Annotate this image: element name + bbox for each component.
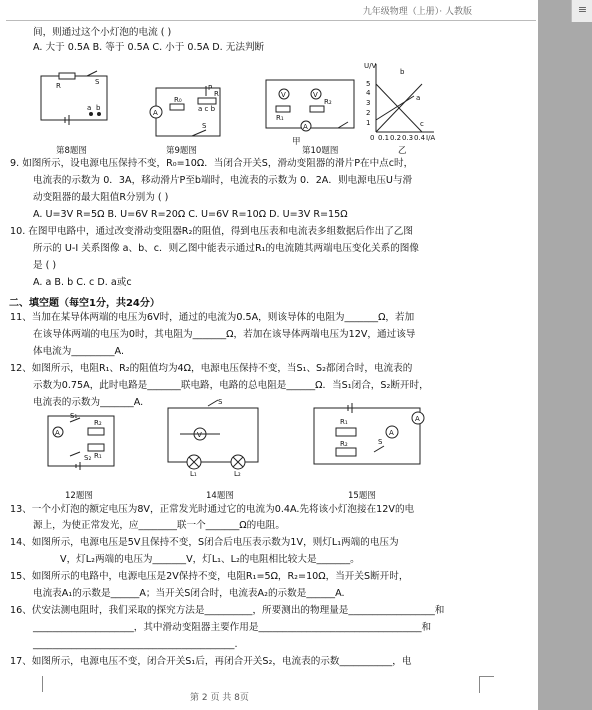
question-17-line-1: 17、如图所示，电源电压不变，闭合开关S₁后，再闭合开关S₂，电流表的示数___________，电 <box>10 656 412 667</box>
question-13-line-2: 源上，为使正常发光，应________联一个_______Ω的电阻。 <box>33 520 285 531</box>
question-12-line-2: 示数为0.75A，此时电路是_______联电路，电路的总电阻是______Ω．当S₁闭合，S₂断开时， <box>33 380 429 391</box>
graph-x-tick: 0.1 <box>378 134 390 142</box>
svg-text:R₂: R₂ <box>324 98 332 106</box>
figure-10-label-b: 乙 <box>398 146 407 156</box>
svg-text:A: A <box>303 123 308 131</box>
question-11-line-1: 11、当加在某导体两端的电压为6V时，通过的电流为0.5A，则该导体的电阻为_______Ω，若加 <box>10 312 415 323</box>
figure-8-caption: 第8题图 <box>56 146 87 156</box>
svg-text:R₀: R₀ <box>174 96 182 104</box>
svg-text:A: A <box>153 109 158 117</box>
question-16-line-3: __________________________________________. <box>33 639 238 650</box>
graph-curve-a: a <box>416 94 421 102</box>
svg-text:S₁: S₁ <box>70 412 78 420</box>
svg-text:R₁: R₁ <box>340 418 348 426</box>
svg-text:A: A <box>389 429 394 437</box>
section-heading: 二、填空题（每空1分，共24分） <box>9 298 160 309</box>
question-10-line-3: 是 ( ) <box>33 260 57 271</box>
svg-text:V: V <box>281 91 286 99</box>
graph-y-tick: 5 <box>366 80 371 88</box>
question-15-line-1: 15、如图所示的电路中，电源电压是2V保持不变，电阻R₁=5Ω，R₂=10Ω，当开关S断开时， <box>10 571 409 582</box>
question-16-line-2: _____________________，其中滑动变阻器主要作用是__________________________________和 <box>33 622 432 633</box>
svg-text:R₁: R₁ <box>94 452 102 460</box>
figure-10-caption: 第10题图 <box>302 146 339 156</box>
question-15-line-2: 电流表A₁的示数是______A；当开关S闭合时，电流表A₂的示数是______A. <box>33 588 345 599</box>
question-9-line-2: 电流表的示数为 0．3A，移动滑片P至b端时，电流表的示数为 0．2A．则电源电压U与滑 <box>33 175 413 186</box>
question-10-line-2: 所示的 U-I 关系图像 a、b、c．则乙图中能表示通过R₁的电流随其两端电压变化关系的图像 <box>33 243 419 254</box>
question-11-line-2: 在该导体两端的电压为0时，其电阻为_______Ω，若加在该导体两端电压为12V，通过该导 <box>33 329 416 340</box>
question-line: 间，则通过这个小灯泡的电流 ( ) <box>33 27 172 38</box>
question-10-options: A. a B. b C. c D. a或c <box>33 277 132 288</box>
svg-text:R₂: R₂ <box>340 440 348 448</box>
figure-14-caption: 14题图 <box>206 491 234 501</box>
page-corner-mark-right <box>479 676 494 693</box>
header-divider <box>6 20 536 21</box>
question-options: A. 大于 0.5A B. 等于 0.5A C. 小于 0.5A D. 无法判断 <box>33 42 265 53</box>
svg-text:R: R <box>214 90 219 98</box>
svg-text:A: A <box>55 429 60 437</box>
graph-origin: 0 <box>370 134 375 142</box>
graph-y-tick: 1 <box>366 119 371 127</box>
page-corner-mark-left <box>28 676 43 692</box>
question-11-line-3: 体电流为_________A. <box>33 346 124 357</box>
window-background <box>538 0 592 710</box>
svg-text:S₂: S₂ <box>84 454 92 462</box>
figure-10-label-a: 甲 <box>292 137 301 147</box>
graph-y-tick: 3 <box>366 99 371 107</box>
graph-curve-c: c <box>420 120 424 128</box>
svg-text:R: R <box>56 82 61 90</box>
svg-text:S: S <box>218 398 223 406</box>
figure-10-circuit <box>262 76 360 134</box>
svg-text:S: S <box>95 78 100 86</box>
svg-text:L₁: L₁ <box>190 470 197 478</box>
svg-text:a: a <box>87 104 92 112</box>
ruler-icon: ≡ <box>577 3 588 16</box>
figure-10-graph <box>362 60 438 144</box>
question-14-line-1: 14、如图所示，电源电压是5V且保持不变，S闭合后电压表示数为1V，则灯L₁两端的电压为 <box>10 537 399 548</box>
svg-text:S: S <box>378 438 383 446</box>
question-14-line-2: V，灯L₂两端的电压为_______V，灯L₁、L₂的电阻相比较大是_______。 <box>60 554 360 565</box>
question-9-line-1: 9. 如图所示，设电源电压保持不变，R₀=10Ω．当闭合开关S，滑动变阻器的滑片P在中点c时， <box>10 158 414 169</box>
figure-12-caption: 12题图 <box>65 491 93 501</box>
question-12-line-3: 电流表的示数为_______A. <box>33 397 144 408</box>
graph-x-tick: 0.3 <box>402 134 414 142</box>
figure-9-caption: 第9题图 <box>166 146 197 156</box>
ruler-toggle-button[interactable] <box>571 0 592 22</box>
question-13-line-1: 13、一个小灯泡的额定电压为8V，正常发光时通过它的电流为0.4A.先将该小灯泡接在12V的电 <box>10 504 415 515</box>
graph-x-tick: 0.4 <box>414 134 426 142</box>
svg-text:A: A <box>415 415 420 423</box>
svg-text:R₂: R₂ <box>94 419 102 427</box>
graph-y-label: U/V <box>364 62 377 70</box>
question-16-line-1: 16、伏安法测电阻时，我们采取的探究方法是__________，所要测出的物理量是__________________和 <box>10 605 445 616</box>
svg-text:S: S <box>202 122 207 130</box>
figure-8-circuit <box>35 68 115 130</box>
svg-text:L₂: L₂ <box>234 470 241 478</box>
svg-text:a c b: a c b <box>198 105 216 113</box>
svg-text:P: P <box>208 84 213 92</box>
figure-15-circuit <box>308 400 430 478</box>
svg-text:V: V <box>313 91 318 99</box>
graph-x-tick: 0.2 <box>390 134 402 142</box>
page-header: 九年级物理（上册）· 人教版 <box>362 7 472 17</box>
graph-curve-b: b <box>400 68 405 76</box>
question-10-line-1: 10. 在图甲电路中，通过改变滑动变阻器R₂的阻值，得到电压表和电流表多组数据后作出了乙图 <box>10 226 413 237</box>
figure-15-caption: 15题图 <box>348 491 376 501</box>
figure-14-circuit <box>160 398 270 480</box>
graph-y-tick: 2 <box>366 109 371 117</box>
page-number: 第 2 页 共 8页 <box>190 693 249 703</box>
question-9-options: A. U=3V R=5Ω B. U=6V R=20Ω C. U=6V R=10Ω D. U=3V R=15Ω <box>33 209 348 220</box>
graph-x-label: I/A <box>426 134 436 142</box>
question-9-line-3: 动变阻器的最大阻值R分别为 ( ) <box>33 192 169 203</box>
svg-text:R₁: R₁ <box>276 114 284 122</box>
figure-12-circuit <box>40 410 122 472</box>
svg-text:V: V <box>197 431 202 439</box>
graph-y-tick: 4 <box>366 89 371 97</box>
svg-text:b: b <box>96 104 101 112</box>
question-12-line-1: 12、如图所示，电阻R₁、R₂的阻值均为4Ω，电源电压保持不变，当S₁、S₂都闭合时，电流表的 <box>10 363 413 374</box>
figure-9-circuit <box>146 78 226 142</box>
